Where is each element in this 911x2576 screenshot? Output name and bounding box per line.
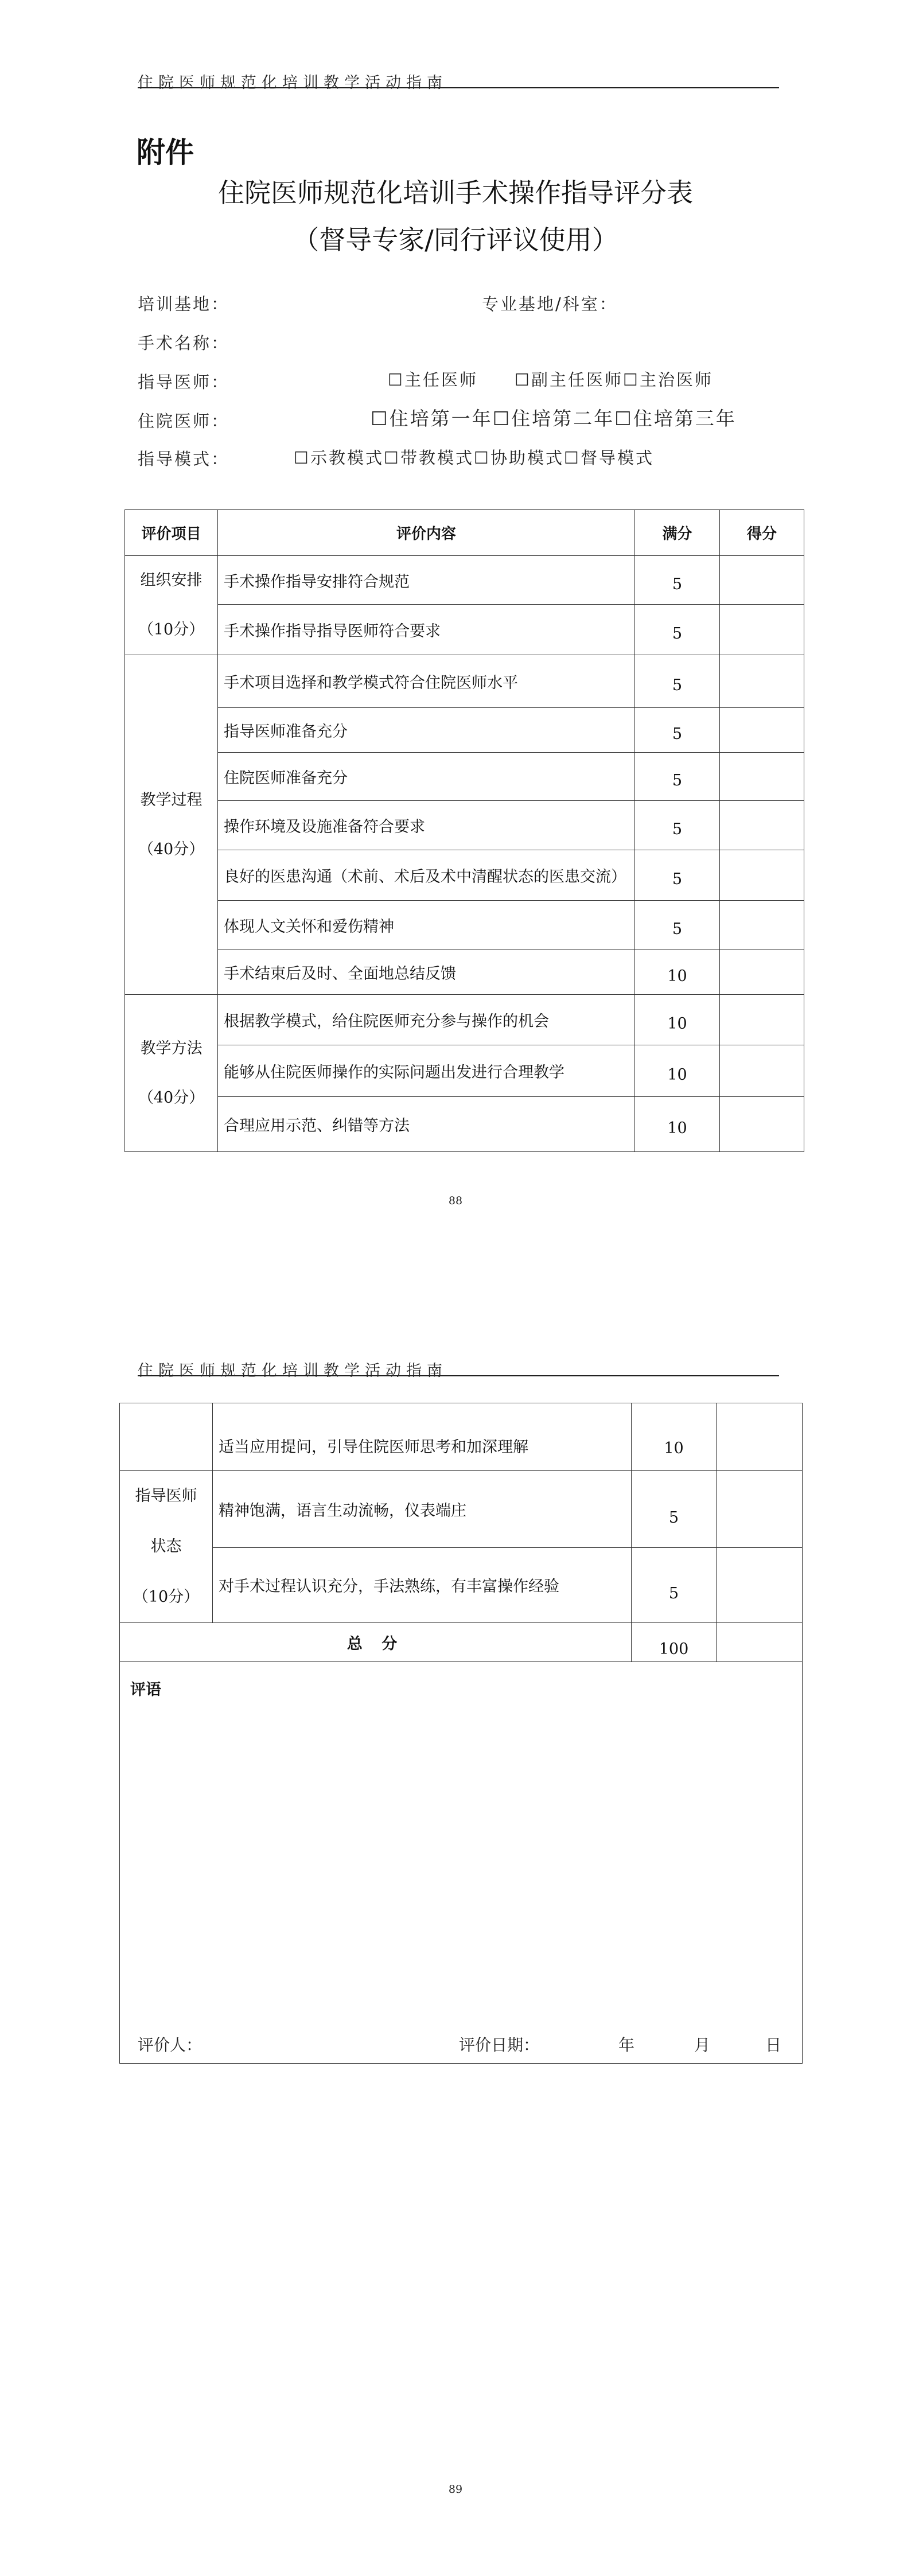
group-points: （10分） (138, 621, 205, 639)
score-cell[interactable] (720, 753, 804, 801)
full-score: 5 (635, 801, 720, 850)
mode-field-label: 指导模式： (138, 449, 230, 469)
criterion-text: 适当应用提问，引导住院医师思考和加深理解 (213, 1403, 632, 1471)
score-cell[interactable] (720, 655, 804, 708)
page-number: 88 (448, 1194, 463, 1207)
group-points: （40分） (138, 1088, 205, 1107)
criterion-text: 手术项目选择和教学模式符合住院医师水平 (218, 655, 635, 708)
header-rule (138, 87, 779, 88)
form-title: 住院医师规范化培训手术操作指导评分表 (218, 177, 693, 208)
group-points: （40分） (138, 840, 205, 858)
full-score: 10 (632, 1403, 717, 1471)
group-points: （10分） (133, 1588, 200, 1606)
score-cell[interactable] (720, 1097, 804, 1152)
full-score: 5 (632, 1547, 717, 1622)
date-month: 月 (694, 2036, 711, 2054)
group-name: 教学过程 (140, 791, 203, 809)
table-row (125, 708, 804, 753)
criterion-text: 操作环境及设施准备符合要求 (218, 801, 635, 850)
remark-label[interactable]: 评语 (120, 1662, 803, 2064)
col-header-full: 满分 (635, 510, 720, 556)
criterion-text: 手术结束后及时、全面地总结反馈 (218, 950, 635, 995)
score-cell[interactable] (720, 850, 804, 901)
criterion-text: 合理应用示范、纠错等方法 (218, 1097, 635, 1152)
full-score: 10 (635, 1045, 720, 1097)
table-row (125, 901, 804, 950)
col-header-score: 得分 (720, 510, 804, 556)
score-cell[interactable] (720, 708, 804, 753)
table-row (125, 1045, 804, 1097)
annex-label: 附件 (137, 136, 194, 169)
base-field-label: 培训基地： (138, 294, 230, 314)
group-teaching-process (125, 655, 218, 995)
col-header-content: 评价内容 (218, 510, 635, 556)
full-score: 5 (635, 605, 720, 655)
group-name-2: 状态 (150, 1538, 182, 1555)
criterion-text: 指导医师准备充分 (218, 708, 635, 753)
group-name: 组织安排 (140, 571, 203, 589)
page-number: 89 (448, 2483, 463, 2496)
criterion-text: 体现人文关怀和爱伤精神 (218, 901, 635, 950)
full-score: 5 (635, 901, 720, 950)
criterion-text: 手术操作指导指导医师符合要求 (218, 605, 635, 655)
score-table-page1 (124, 509, 804, 1152)
dept-field-label: 专业基地/科室： (482, 294, 618, 314)
evaluator-label: 评价人： (138, 2036, 203, 2054)
date-day: 日 (765, 2036, 782, 2054)
score-cell[interactable] (720, 950, 804, 995)
group-name: 指导医师 (135, 1487, 197, 1505)
table-row (120, 1471, 803, 1548)
criterion-text: 对手术过程认识充分，手法熟练，有丰富操作经验 (213, 1547, 632, 1622)
header-rule (138, 1375, 779, 1376)
criterion-text: 手术操作指导安排符合规范 (218, 556, 635, 605)
score-cell[interactable] (720, 605, 804, 655)
group-organization (125, 556, 218, 655)
criterion-text: 精神饱满，语言生动流畅，仪表端庄 (213, 1471, 632, 1548)
full-score: 5 (635, 556, 720, 605)
full-score: 5 (632, 1471, 717, 1548)
score-cell[interactable] (720, 901, 804, 950)
full-score: 5 (635, 753, 720, 801)
instructor-title-options[interactable]: ☐主任医师 ☐副主任医师☐主治医师 (388, 370, 713, 390)
score-cell[interactable] (720, 1045, 804, 1097)
full-score: 5 (635, 708, 720, 753)
resident-year-options[interactable]: ☐住培第一年☐住培第二年☐住培第三年 (371, 407, 737, 430)
score-cell[interactable] (720, 801, 804, 850)
table-row (125, 753, 804, 801)
eval-date-label: 评价日期： (459, 2036, 540, 2054)
criterion-text: 良好的医患沟通（术前、术后及术中清醒状态的医患交流） (218, 850, 635, 901)
resident-field-label: 住院医师： (138, 411, 230, 431)
group-teaching-method (125, 995, 218, 1152)
total-score-cell[interactable] (717, 1623, 803, 1662)
full-score: 10 (635, 950, 720, 995)
date-year: 年 (618, 2036, 635, 2054)
score-cell[interactable] (720, 995, 804, 1045)
full-score: 10 (635, 1097, 720, 1152)
full-score: 5 (635, 655, 720, 708)
total-row (120, 1623, 803, 1662)
total-full-score: 100 (632, 1623, 717, 1662)
col-header-item: 评价项目 (125, 510, 218, 556)
table-row (125, 801, 804, 850)
table-row (120, 1403, 803, 1471)
table-row (125, 556, 804, 605)
running-header: 住院医师规范化培训教学活动指南 (138, 1362, 447, 1380)
full-score: 5 (635, 850, 720, 901)
instructor-field-label: 指导医师： (138, 372, 230, 392)
criterion-text: 根据教学模式，给住院医师充分参与操作的机会 (218, 995, 635, 1045)
page-89 (0, 1288, 911, 2576)
table-row (125, 950, 804, 995)
score-cell[interactable] (717, 1547, 803, 1622)
mode-options[interactable]: ☐示教模式☐带教模式☐协助模式☐督导模式 (294, 448, 654, 468)
full-score: 10 (635, 995, 720, 1045)
remark-row (120, 1662, 803, 2064)
group-instructor-state (120, 1471, 213, 1623)
table-row (125, 995, 804, 1045)
table-row (125, 1097, 804, 1152)
table-row (125, 605, 804, 655)
group-name: 教学方法 (140, 1039, 203, 1057)
score-table-page2 (119, 1403, 803, 2064)
total-label: 总 分 (120, 1623, 632, 1662)
score-cell[interactable] (717, 1403, 803, 1471)
table-row (125, 850, 804, 901)
running-header: 住院医师规范化培训教学活动指南 (138, 74, 447, 92)
score-cell[interactable] (720, 556, 804, 605)
criterion-text: 住院医师准备充分 (218, 753, 635, 801)
form-subtitle: （督导专家/同行评议使用） (293, 224, 618, 255)
continued-group-cell (120, 1403, 213, 1471)
table-row (120, 1547, 803, 1622)
table-row (125, 655, 804, 708)
surgery-field-label: 手术名称： (138, 333, 230, 353)
criterion-text: 能够从住院医师操作的实际问题出发进行合理教学 (218, 1045, 635, 1097)
score-cell[interactable] (717, 1471, 803, 1548)
